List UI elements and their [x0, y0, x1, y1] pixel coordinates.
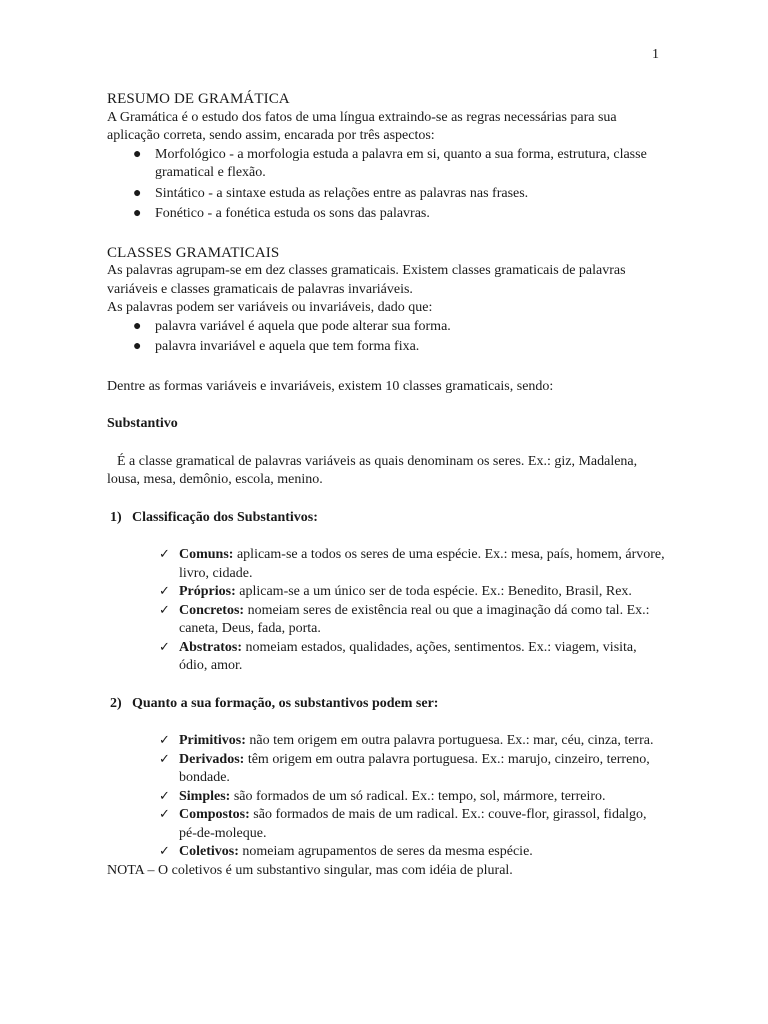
checkmark-icon: ✓: [159, 733, 170, 748]
list-item: ● Fonético - a fonética estuda os sons das palavras.: [107, 205, 667, 224]
bullet-icon: ●: [133, 318, 142, 334]
checkmark-icon: ✓: [159, 807, 170, 822]
list-item: ✓ Comuns: aplicam-se a todos os seres de uma espécie. Ex.: mesa, país, homem, árvore, livro, cidade.: [159, 547, 665, 581]
page-number: 1: [652, 47, 659, 62]
checkmark-icon: ✓: [159, 584, 170, 599]
aspects-list: [107, 146, 667, 224]
list-item: ✓ Coletivos: nomeiam agrupamentos de seres da mesma espécie.: [107, 843, 667, 862]
formation-list: [107, 732, 667, 862]
substantivo-title: Substantivo: [107, 416, 178, 431]
list-item: ● palavra invariável e aquela que tem forma fixa.: [107, 338, 667, 357]
list-item: ✓ Derivados: têm origem em outra palavra portuguesa. Ex.: marujo, cinzeiro, terreno, bondade.: [159, 751, 650, 785]
list-item: ● palavra variável é aquela que pode alterar sua forma.: [107, 318, 667, 337]
classification-heading: 1) Classificação dos Substantivos:: [110, 509, 318, 525]
formation-heading: 2) Quanto a sua formação, os substantivos podem ser:: [110, 695, 439, 711]
substantivo-definition: É a classe gramatical de palavras variáveis as quais denominam os seres. Ex.: giz, Madalena, lousa, mesa, demônio, escola, menino.: [107, 453, 638, 487]
bullet-icon: ●: [133, 339, 142, 354]
checkmark-icon: ✓: [159, 788, 170, 804]
checkmark-icon: ✓: [159, 547, 170, 562]
classification-list: [107, 546, 667, 676]
checkmark-icon: ✓: [159, 639, 170, 655]
checkmark-icon: ✓: [159, 751, 170, 767]
classes-paragraph-3: Dentre as formas variáveis e invariáveis, existem 10 classes gramaticais, sendo:: [107, 378, 554, 394]
document-body: [107, 90, 667, 880]
list-item: ✓ Compostos: são formados de mais de um radical. Ex.: couve-flor, girassol, fidalgo, pé-de-moleque.: [159, 807, 647, 841]
list-item: ✓ Simples: são formados de um só radical. Ex.: tempo, sol, mármore, terreiro.: [107, 788, 667, 807]
nota-paragraph: NOTA – O coletivos é um substantivo singular, mas com idéia de plural.: [107, 862, 513, 878]
bullet-icon: ●: [133, 206, 142, 221]
list-item: ✓ Abstratos: nomeiam estados, qualidades, ações, sentimentos. Ex.: viagem, visita, ódio, amor.: [159, 639, 637, 673]
section-title-resumo: RESUMO DE GRAMÁTICA: [107, 91, 290, 107]
checkmark-icon: ✓: [159, 602, 170, 618]
list-item: ● Morfológico - a morfologia estuda a palavra em si, quanto a sua forma, estrutura, classe gramatical e flexão.: [133, 146, 647, 180]
list-item: ✓ Primitivos: não tem origem em outra palavra portuguesa. Ex.: mar, céu, cinza, terra.: [107, 732, 667, 751]
bullet-icon: ●: [133, 185, 142, 201]
classes-paragraph-1: As palavras agrupam-se em dez classes gramaticais. Existem classes gramaticais de palavras variáveis e classes gramaticais de palavras invariáveis.: [107, 263, 626, 297]
section-title-classes: CLASSES GRAMATICAIS: [107, 244, 280, 261]
list-item: ✓ Concretos: nomeiam seres de existência real ou que a imaginação dá como tal. Ex.: caneta, Deus, fada, porta.: [159, 602, 650, 636]
list-item: ✓ Próprios: aplicam-se a um único ser de toda espécie. Ex.: Benedito, Brasil, Rex.: [107, 583, 667, 602]
bullet-icon: ●: [133, 146, 142, 162]
classes-paragraph-2: As palavras podem ser variáveis ou invariáveis, dado que:: [107, 300, 433, 315]
checkmark-icon: ✓: [159, 844, 170, 859]
variability-list: [107, 318, 667, 357]
list-item: ● Sintático - a sintaxe estuda as relações entre as palavras nas frases.: [107, 185, 667, 204]
intro-paragraph: A Gramática é o estudo dos fatos de uma língua extraindo-se as regras necessárias para sua aplicação correta, sendo assim, encarada por três aspectos:: [107, 109, 617, 143]
